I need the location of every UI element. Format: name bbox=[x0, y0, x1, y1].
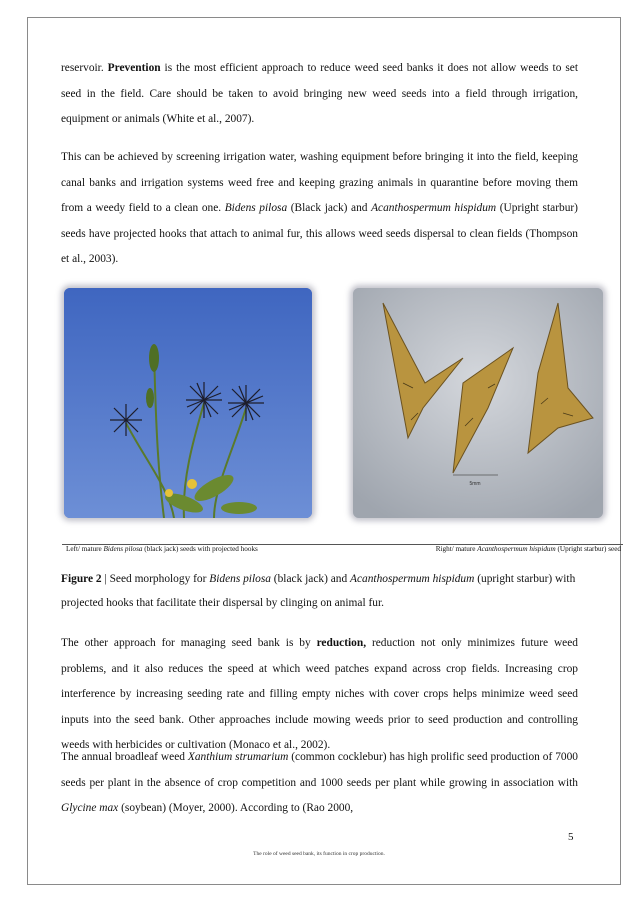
acanthospermum-hispidum-photo bbox=[353, 288, 603, 518]
paragraph-xanthium: The annual broadleaf weed Xanthium strumarium (common cocklebur) has high prolific seed production of 7000 seeds per plant in the absence of crop competition and 1000 seeds per plant while growing in association with Glycine max (soybean) (Moyer, 2000). According to (Rao 2000, bbox=[61, 751, 579, 814]
paragraph-reduction: The other approach for managing seed bank is by reduction, reduction not only minimizes future weed problems, and it also reduces the speed at which weed patches expand across crop fields. Increasing crop interference by increasing seeding rate and filling empty niches with cover crops helps minimize weed seed inputs into the seed bank. Other approaches include mowing weeds prior to seed production and controlling weeds with herbicides or cultivation (Monaco et al., 2002). bbox=[61, 637, 578, 751]
scale-bar-label: 5mm bbox=[469, 481, 481, 487]
caption-right: Right/ mature Acanthospermum hispidum (Upright starbur) seed bbox=[435, 545, 621, 553]
paragraph-prevention: reservoir. Prevention is the most efficient approach to reduce weed seed banks it does not allow weeds to set seed in the field. Care should be taken to avoid bringing new weed seeds into a field through irrigation, equipment or animals (White et al., 2007). bbox=[61, 62, 578, 125]
page-number: 5 bbox=[568, 831, 574, 843]
paragraph-screening: This can be achieved by screening irrigation water, washing equipment before bringing it into the field, keeping canal banks and irrigation systems weed free and keeping grazing animals in quarantine before moving them from a weedy field to a clean one. Bidens pilosa (Black jack) and Acanthospermum hispidum (Upright starbur) seeds have projected hooks that attach to animal fur, this allows weed seeds dispersal to clean fields (Thompson et al., 2003). bbox=[61, 151, 578, 265]
reduction-bold: reduction, bbox=[316, 637, 367, 649]
figure-caption: Figure 2 | Seed morphology for Bidens pilosa (black jack) and Acanthospermum hispidum (upright starbur) with projected hooks that facilitate their dispersal by clinging on animal fur. bbox=[61, 573, 576, 609]
page-footer: The role of weed seed bank, its function in crop production. bbox=[253, 851, 385, 857]
caption-left: Left/ mature Bidens pilosa (black jack) seeds with projected hooks bbox=[66, 545, 258, 553]
bidens-pilosa-photo bbox=[64, 288, 312, 518]
prevention-bold: Prevention bbox=[107, 62, 161, 74]
